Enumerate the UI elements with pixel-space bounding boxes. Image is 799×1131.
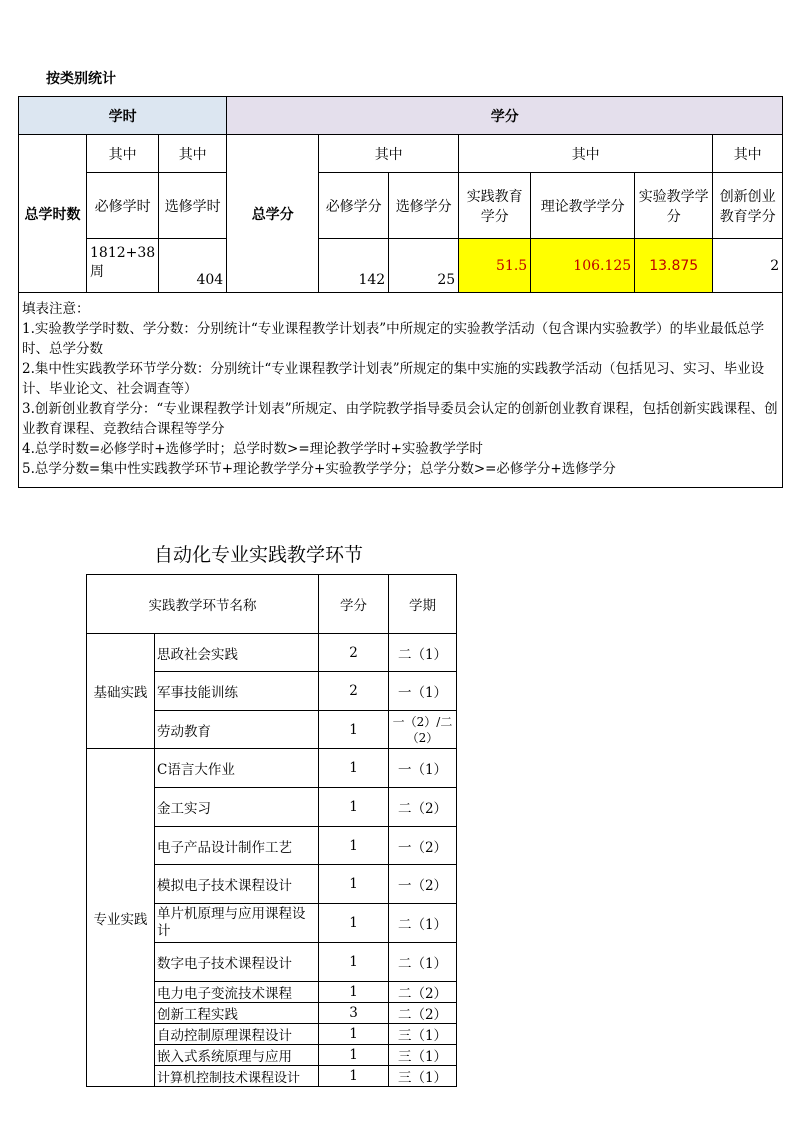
group-label: 基础实践 [87,634,155,749]
required-hours-label: 必修学时 [87,173,159,239]
total-hours-label: 总学时数 [19,135,87,293]
practice-credit: 1 [319,749,389,788]
practice-credit: 1 [319,943,389,982]
practice-name: C语言大作业 [155,749,319,788]
theory-credits-value: 106.125 [531,239,635,293]
note-item: 5.总学分数=集中性实践教学环节+理论教学学分+实验教学学分；总学分数>=必修学分+选修学分 [22,461,616,477]
col-header-name: 实践教学环节名称 [87,575,319,634]
practice-name: 计算机控制技术课程设计 [155,1066,319,1087]
total-credits-label: 总学分 [227,135,319,293]
practice-name: 单片机原理与应用课程设计 [155,904,319,943]
hours-header: 学时 [19,97,227,135]
practice-term: 一（2） [389,827,457,865]
practice-term: 二（2） [389,982,457,1003]
practice-credits-value: 51.5 [459,239,531,293]
of-which-label: 其中 [459,135,713,173]
note-item: 4.总学时数=必修学时+选修学时；总学时数>=理论教学学时+实验教学学时 [22,441,483,457]
elective-hours-label: 选修学时 [159,173,227,239]
required-credits-label: 必修学分 [319,173,389,239]
practice-table-title: 自动化专业实践教学环节 [154,544,364,566]
practice-name: 模拟电子技术课程设计 [155,865,319,904]
col-header-credit: 学分 [319,575,389,634]
practice-credit: 3 [319,1003,389,1024]
elective-credits-value: 25 [389,239,459,293]
practice-term: 二（1） [389,634,457,672]
practice-credit: 1 [319,788,389,827]
note-item: 2.集中性实践教学环节学分数：分别统计“专业课程教学计划表”所规定的集中实施的实践教学活动（包括见习、实习、毕业设计、毕业论文、社会调查等） [22,361,765,397]
innovation-credits-value: 2 [713,239,783,293]
practice-name: 自动控制原理课程设计 [155,1024,319,1045]
practice-credit: 1 [319,1024,389,1045]
required-credits-value: 142 [319,239,389,293]
of-which-label: 其中 [319,135,459,173]
of-which-label: 其中 [713,135,783,173]
elective-hours-value: 404 [159,239,227,293]
practice-credit: 2 [319,634,389,672]
practice-term: 一（2） [389,865,457,904]
theory-credits-label: 理论教学学分 [531,173,635,239]
practice-name: 军事技能训练 [155,672,319,711]
practice-name: 数字电子技术课程设计 [155,943,319,982]
experiment-credits-label: 实验教学学分 [635,173,713,239]
experiment-credits-value: 13.875 [635,239,713,293]
practice-term: 三（1） [389,1045,457,1066]
note-item: 1.实验教学学时数、学分数：分别统计“专业课程教学计划表”中所规定的实验教学活动（包含课内实验教学）的毕业最低总学时、总学分数 [22,321,765,357]
practice-term: 二（1） [389,904,457,943]
notes-heading: 填表注意： [22,301,90,317]
practice-term: 二（2） [389,788,457,827]
practice-name: 嵌入式系统原理与应用 [155,1045,319,1066]
practice-term: 一（1） [389,749,457,788]
practice-name: 创新工程实践 [155,1003,319,1024]
practice-credit: 1 [319,1045,389,1066]
of-which-label: 其中 [87,135,159,173]
practice-credit: 1 [319,1066,389,1087]
section-title: 按类别统计 [46,71,116,87]
practice-credit: 2 [319,672,389,711]
practice-term: 二（2） [389,1003,457,1024]
of-which-label: 其中 [159,135,227,173]
practice-name: 电子产品设计制作工艺 [155,827,319,865]
practice-credit: 1 [319,827,389,865]
notes-cell [19,293,783,488]
practice-credits-label: 实践教育学分 [459,173,531,239]
innovation-credits-label: 创新创业教育学分 [713,173,783,239]
group-label: 专业实践 [87,749,155,1087]
required-hours-value: 1812+38周 [87,239,159,293]
practice-name: 思政社会实践 [155,634,319,672]
practice-name: 电力电子变流技术课程 [155,982,319,1003]
elective-credits-label: 选修学分 [389,173,459,239]
practice-term: 二（1） [389,943,457,982]
practice-credit: 1 [319,711,389,749]
practice-table [86,574,457,1087]
practice-name: 金工实习 [155,788,319,827]
practice-term: 三（1） [389,1024,457,1045]
col-header-term: 学期 [389,575,457,634]
practice-credit: 1 [319,982,389,1003]
practice-name: 劳动教育 [155,711,319,749]
practice-credit: 1 [319,904,389,943]
note-item: 3.创新创业教育学分：“专业课程教学计划表”所规定、由学院教学指导委员会认定的创新创业教育课程，包括创新实践课程、创业教育课程、竞教结合课程等学分 [22,401,778,437]
practice-credit: 1 [319,865,389,904]
statistics-table [18,96,783,488]
practice-term: 三（1） [389,1066,457,1087]
practice-term: 一（1） [389,672,457,711]
credits-header: 学分 [227,97,783,135]
practice-term: 一（2）/二（2） [389,711,457,749]
